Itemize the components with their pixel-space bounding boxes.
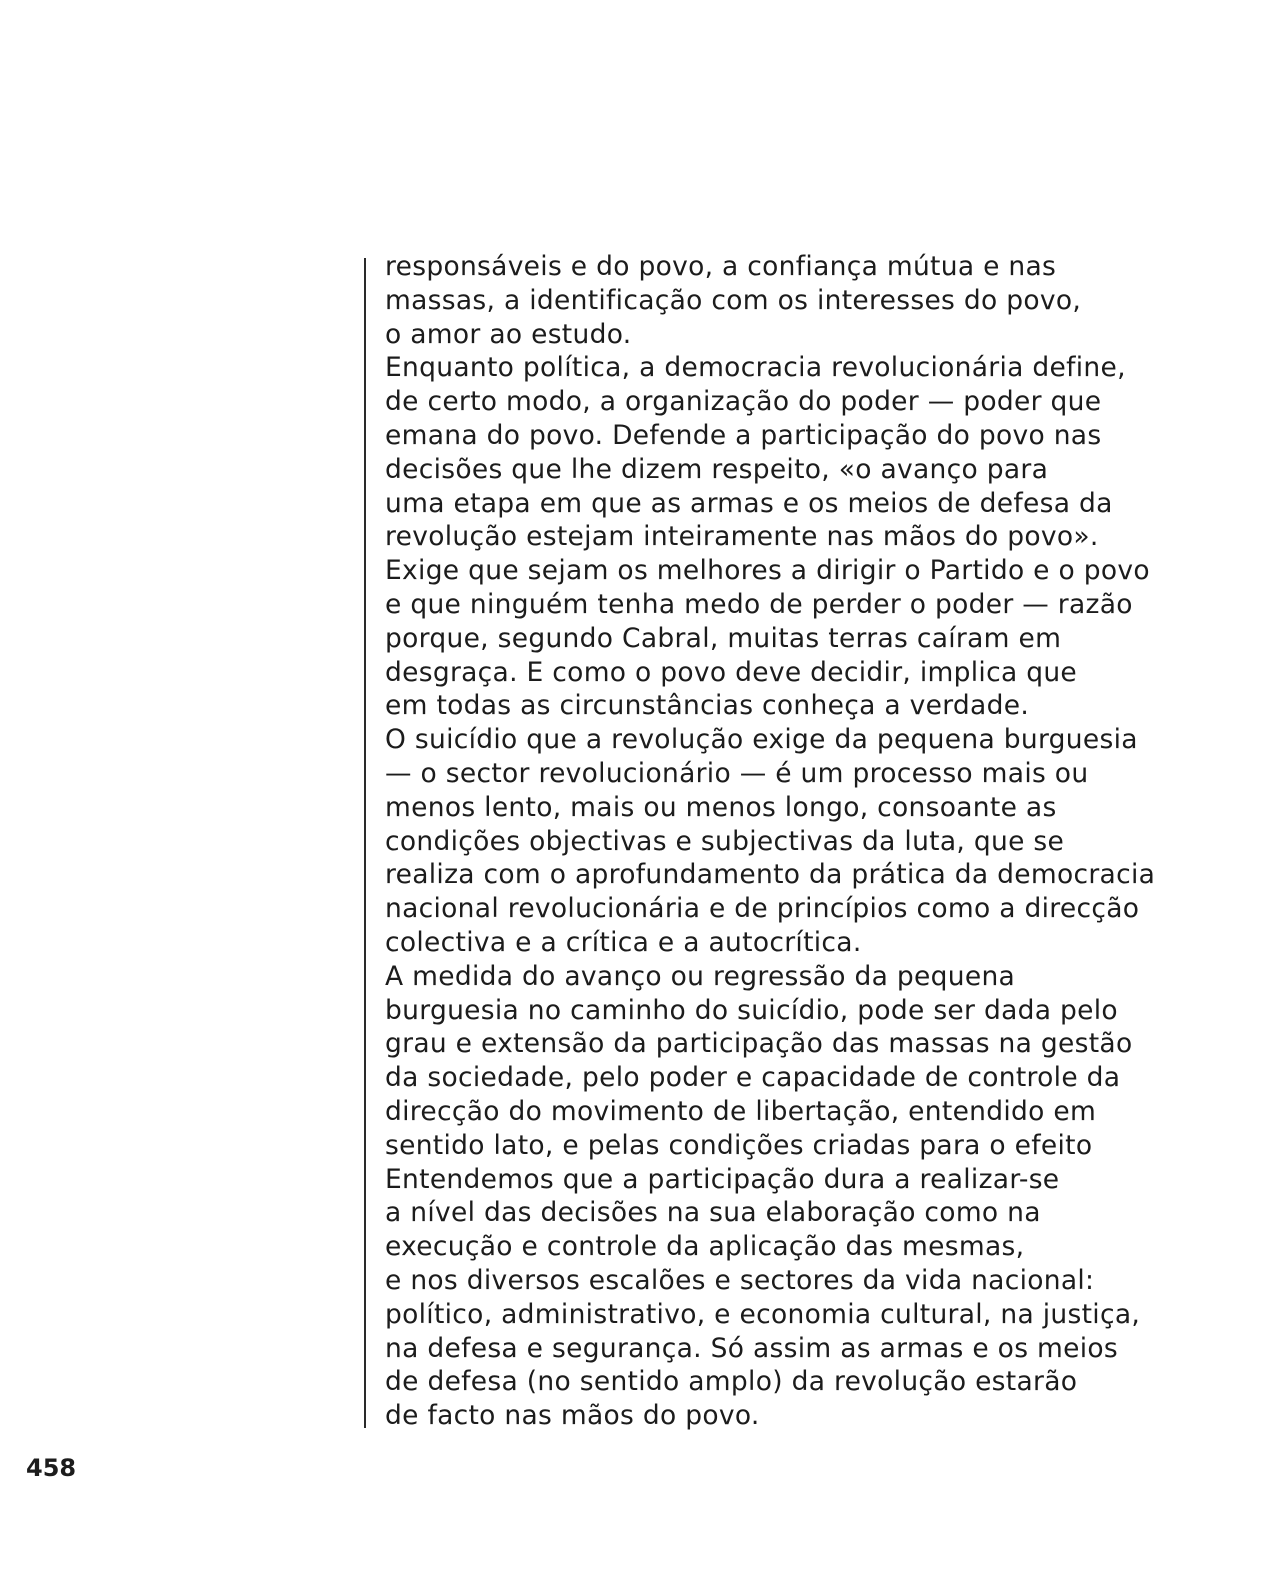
- text-line: decisões que lhe dizem respeito, «o avanço para: [385, 453, 1049, 485]
- text-line: e nos diversos escalões e sectores da vida nacional:: [385, 1264, 1095, 1296]
- text-line: sentido lato, e pelas condições criadas para o efeito: [385, 1129, 1093, 1161]
- text-line: Entendemos que a participação dura a realizar-se: [385, 1163, 1060, 1195]
- text-line: Enquanto política, a democracia revolucionária define,: [385, 352, 1126, 384]
- text-line: responsáveis e do povo, a confiança mútua e nas: [385, 251, 1057, 282]
- margin-vertical-rule: [364, 258, 366, 1428]
- text-line: o amor ao estudo.: [385, 318, 632, 350]
- text-line: de defesa (no sentido amplo) da revolução estarão: [385, 1366, 1078, 1398]
- text-line: e que ninguém tenha medo de perder o poder — razão: [385, 588, 1133, 620]
- text-line: desgraça. E como o povo deve decidir, implica que: [385, 656, 1078, 688]
- text-line: A medida do avanço ou regressão da pequena: [385, 960, 1016, 992]
- text-line: execução e controle da aplicação das mesmas,: [385, 1231, 1025, 1263]
- text-line: revolução estejam inteiramente nas mãos do povo».: [385, 521, 1099, 553]
- text-line: menos lento, mais ou menos longo, consoante as: [385, 791, 1057, 823]
- text-line: uma etapa em que as armas e os meios de defesa da: [385, 487, 1113, 519]
- text-line: burguesia no caminho do suicídio, pode ser dada pelo: [385, 994, 1118, 1026]
- text-line: a nível das decisões na sua elaboração como na: [385, 1197, 1041, 1229]
- text-line: em todas as circunstâncias conheça a verdade.: [385, 690, 1030, 722]
- text-line: de facto nas mãos do povo.: [385, 1400, 760, 1432]
- text-line: porque, segundo Cabral, muitas terras caíram em: [385, 622, 1062, 654]
- text-line: emana do povo. Defende a participação do povo nas: [385, 419, 1102, 451]
- text-line: direcção do movimento de libertação, entendido em: [385, 1095, 1097, 1127]
- text-line: Exige que sejam os melhores a dirigir o Partido e o povo: [385, 555, 1150, 587]
- page-number: 458: [26, 1454, 77, 1482]
- text-line: político, administrativo, e economia cultural, na justiça,: [385, 1298, 1141, 1330]
- text-line: da sociedade, pelo poder e capacidade de controle da: [385, 1062, 1121, 1094]
- text-line: colectiva e a crítica e a autocrítica.: [385, 926, 862, 958]
- text-line: O suicídio que a revolução exige da pequena burguesia: [385, 724, 1138, 756]
- text-line: de certo modo, a organização do poder — poder que: [385, 386, 1102, 418]
- body-text: [385, 250, 1235, 1433]
- text-line: realiza com o aprofundamento da prática da democracia: [385, 859, 1156, 891]
- text-line: — o sector revolucionário — é um processo mais ou: [385, 757, 1089, 789]
- text-line: na defesa e segurança. Só assim as armas e os meios: [385, 1332, 1119, 1364]
- text-line: massas, a identificação com os interesses do povo,: [385, 284, 1082, 316]
- text-line: grau e extensão da participação das massas na gestão: [385, 1028, 1133, 1060]
- text-line: nacional revolucionária e de princípios como a direcção: [385, 893, 1140, 925]
- text-line: condições objectivas e subjectivas da luta, que se: [385, 825, 1065, 857]
